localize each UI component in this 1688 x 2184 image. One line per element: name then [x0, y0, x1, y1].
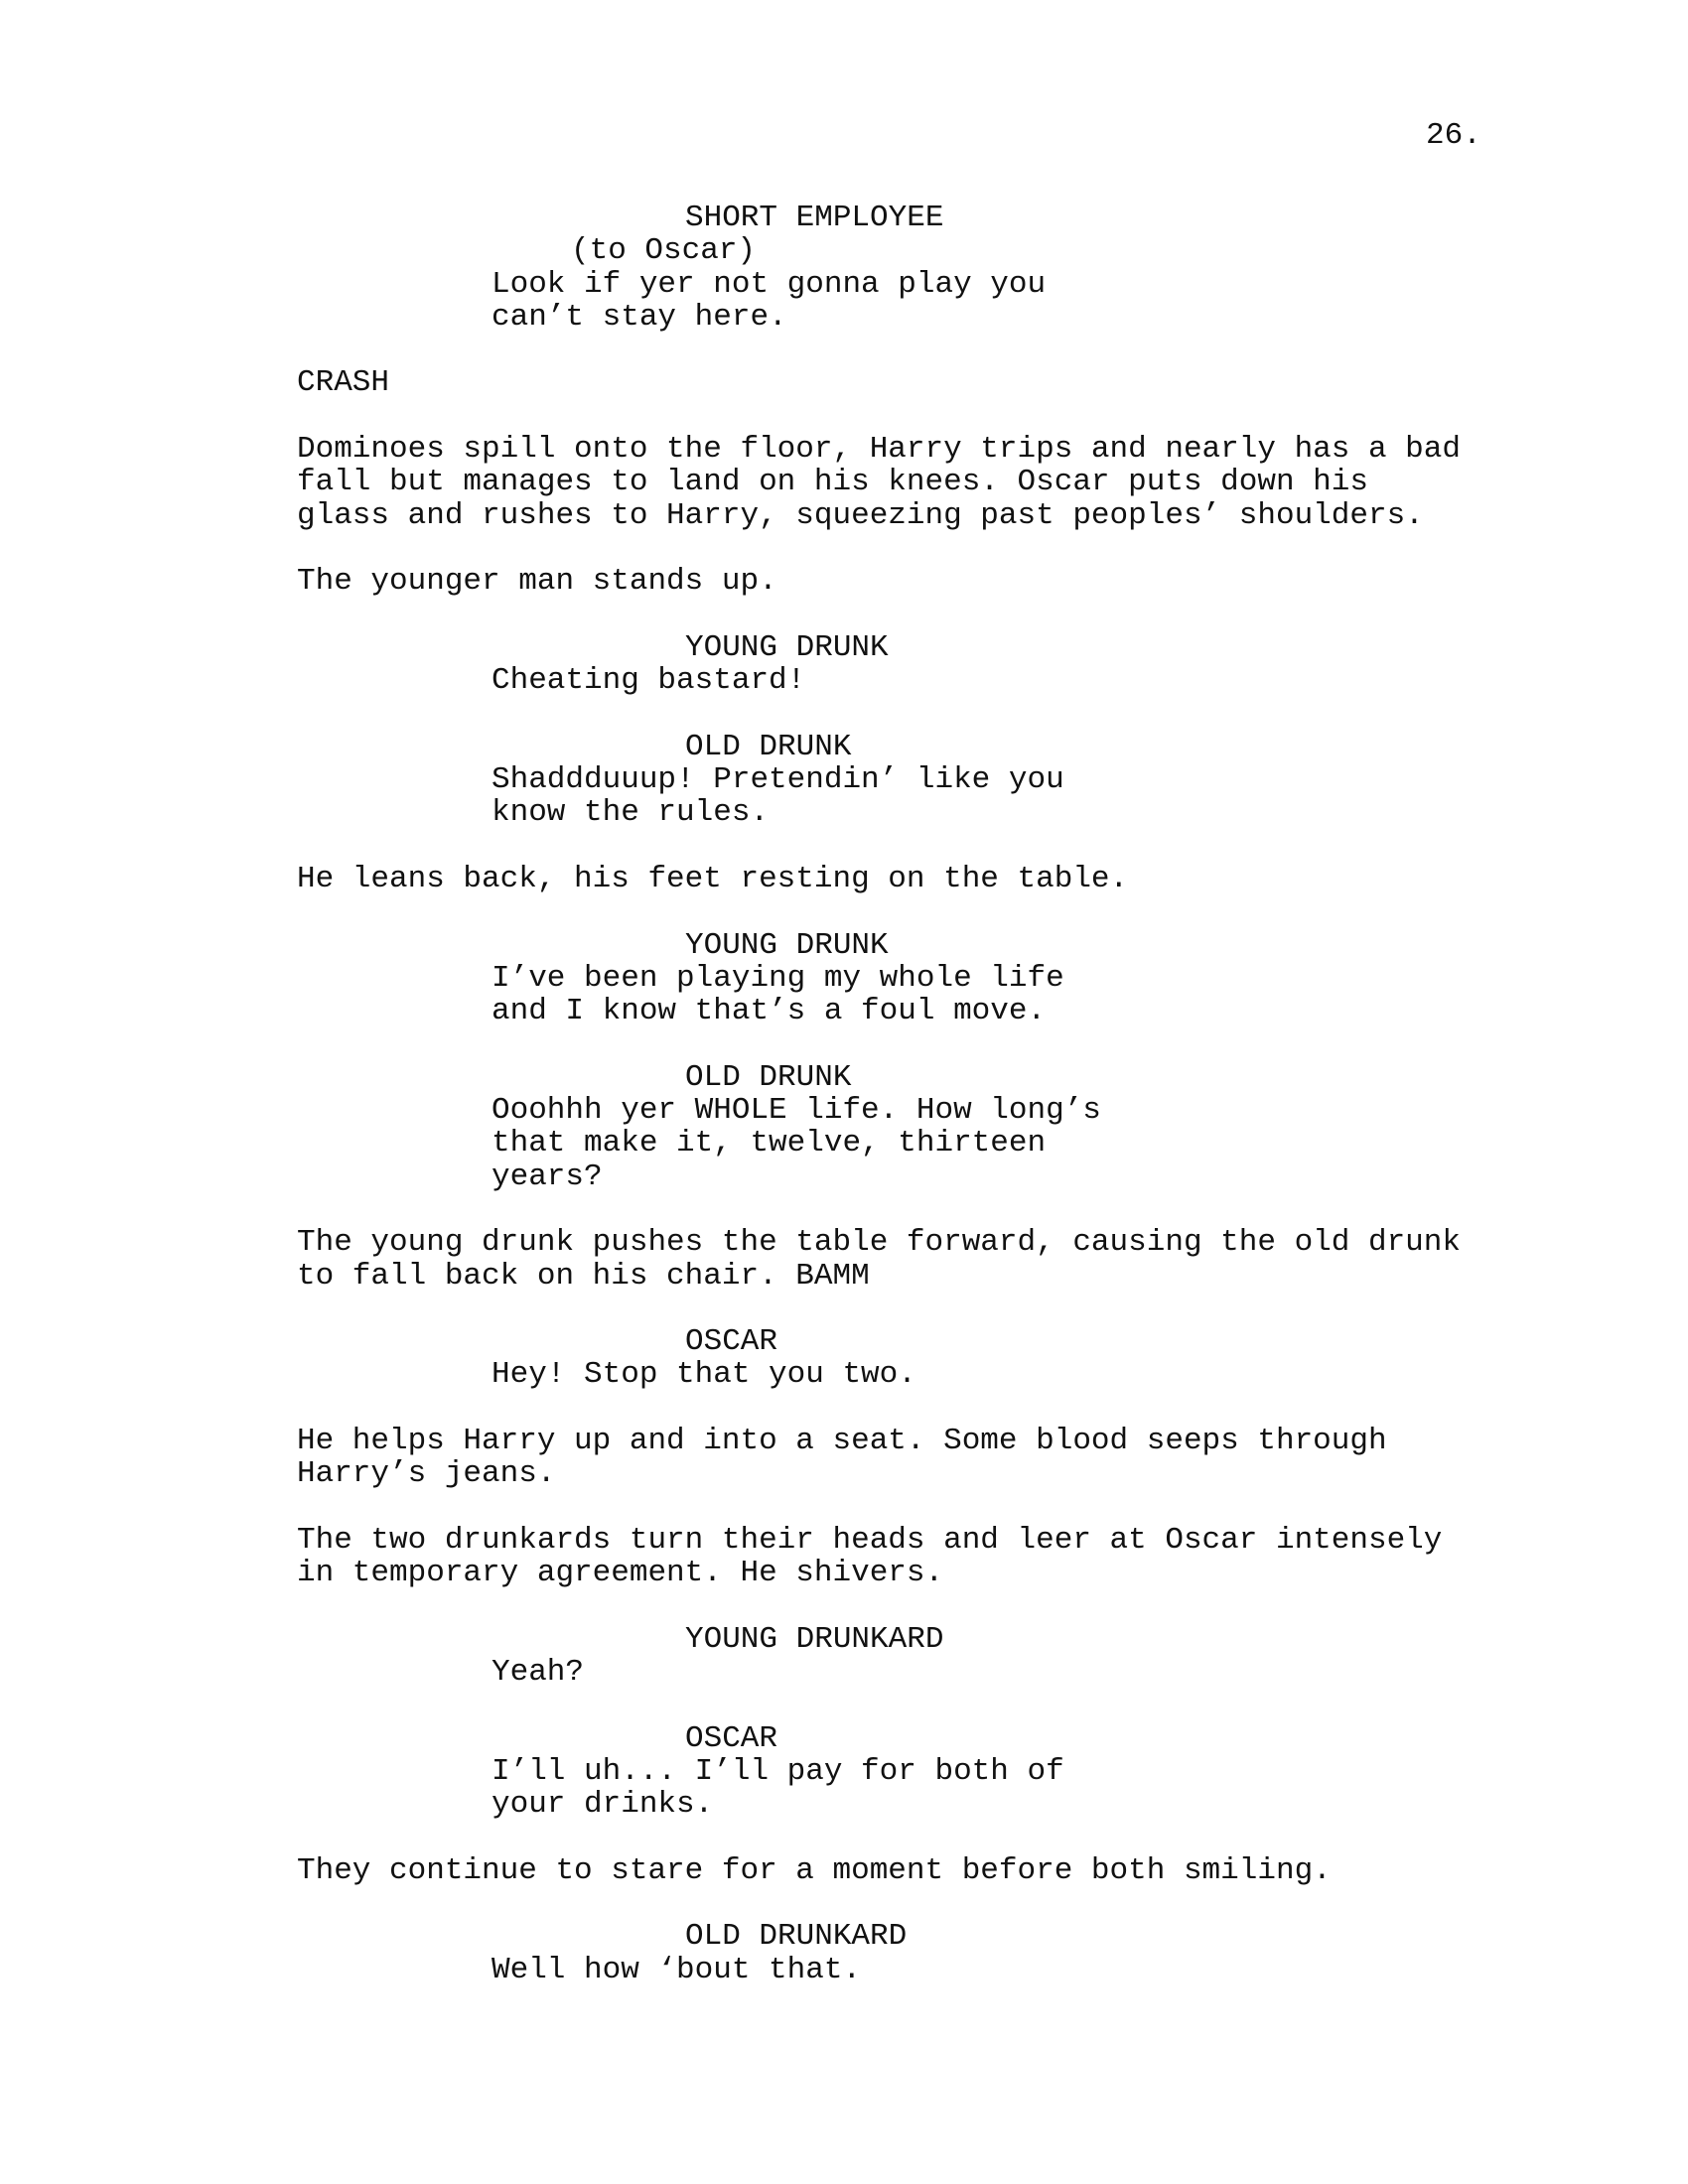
- dialogue-line: Hey! Stop that you two.: [492, 1357, 916, 1393]
- action-line: glass and rushes to Harry, squeezing past peoples’ shoulders.: [297, 497, 1424, 533]
- action-block: [297, 366, 1588, 399]
- action-line: in temporary agreement. He shivers.: [297, 1556, 944, 1591]
- character-name: SHORT EMPLOYEE: [685, 201, 944, 235]
- character-name: OLD DRUNK: [685, 1059, 852, 1095]
- dialogue-block: [297, 202, 1588, 334]
- action-line: He leans back, his feet resting on the table.: [297, 861, 1129, 896]
- action-block: [297, 1425, 1588, 1491]
- action-line: The younger man stands up.: [297, 564, 777, 600]
- dialogue-block: [297, 1061, 1588, 1193]
- dialogue-block: [297, 1722, 1588, 1822]
- dialogue-block: [297, 631, 1588, 698]
- action-line: They continue to stare for a moment before both smiling.: [297, 1852, 1332, 1888]
- dialogue-line: I’ve been playing my whole life: [492, 960, 1064, 996]
- parenthetical: (to Oscar): [571, 233, 757, 269]
- script-body: [297, 202, 1588, 2019]
- character-name: OSCAR: [685, 1324, 778, 1360]
- action-line: The young drunk pushes the table forward, causing the old drunk: [297, 1225, 1461, 1261]
- action-line: Dominoes spill onto the floor, Harry trips and nearly has a bad: [297, 432, 1461, 468]
- dialogue-line: and I know that’s a foul move.: [492, 994, 1047, 1029]
- action-block: [297, 863, 1588, 895]
- dialogue-line: Well how ‘bout that.: [492, 1952, 862, 1987]
- action-line: CRASH: [297, 365, 390, 401]
- character-name: OSCAR: [685, 1720, 778, 1756]
- character-name: YOUNG DRUNK: [685, 927, 889, 963]
- dialogue-block: [297, 1920, 1588, 1986]
- dialogue-line: can’t stay here.: [492, 299, 787, 335]
- action-line: The two drunkards turn their heads and leer at Oscar intensely: [297, 1522, 1443, 1558]
- action-block: [297, 1854, 1588, 1887]
- action-block: [297, 565, 1588, 598]
- dialogue-line: know the rules.: [492, 795, 770, 831]
- dialogue-line: Shaddduuup! Pretendin’ like you: [492, 762, 1064, 798]
- dialogue-line: Ooohhh yer WHOLE life. How long’s: [492, 1093, 1101, 1129]
- action-line: fall but manages to land on his knees. Oscar puts down his: [297, 465, 1368, 500]
- action-line: to fall back on his chair. BAMM: [297, 1258, 870, 1294]
- dialogue-line: Cheating bastard!: [492, 663, 806, 699]
- dialogue-line: I’ll uh... I’ll pay for both of: [492, 1753, 1064, 1789]
- character-name: OLD DRUNKARD: [685, 1919, 908, 1955]
- dialogue-block: [297, 731, 1588, 830]
- dialogue-line: that make it, twelve, thirteen: [492, 1126, 1047, 1161]
- dialogue-line: your drinks.: [492, 1787, 714, 1823]
- action-block: [297, 1524, 1588, 1590]
- dialogue-line: Look if yer not gonna play you: [492, 266, 1047, 302]
- dialogue-block: [297, 1325, 1588, 1392]
- dialogue-block: [297, 1623, 1588, 1690]
- character-name: YOUNG DRUNK: [685, 629, 889, 665]
- dialogue-block: [297, 929, 1588, 1028]
- dialogue-line: years?: [492, 1159, 603, 1194]
- action-block: [297, 1226, 1588, 1293]
- action-block: [297, 433, 1588, 532]
- page-number: 26.: [1426, 118, 1481, 153]
- action-line: He helps Harry up and into a seat. Some blood seeps through: [297, 1423, 1387, 1458]
- dialogue-line: Yeah?: [492, 1655, 585, 1691]
- character-name: YOUNG DRUNKARD: [685, 1621, 944, 1657]
- character-name: OLD DRUNK: [685, 729, 852, 764]
- action-line: Harry’s jeans.: [297, 1456, 556, 1492]
